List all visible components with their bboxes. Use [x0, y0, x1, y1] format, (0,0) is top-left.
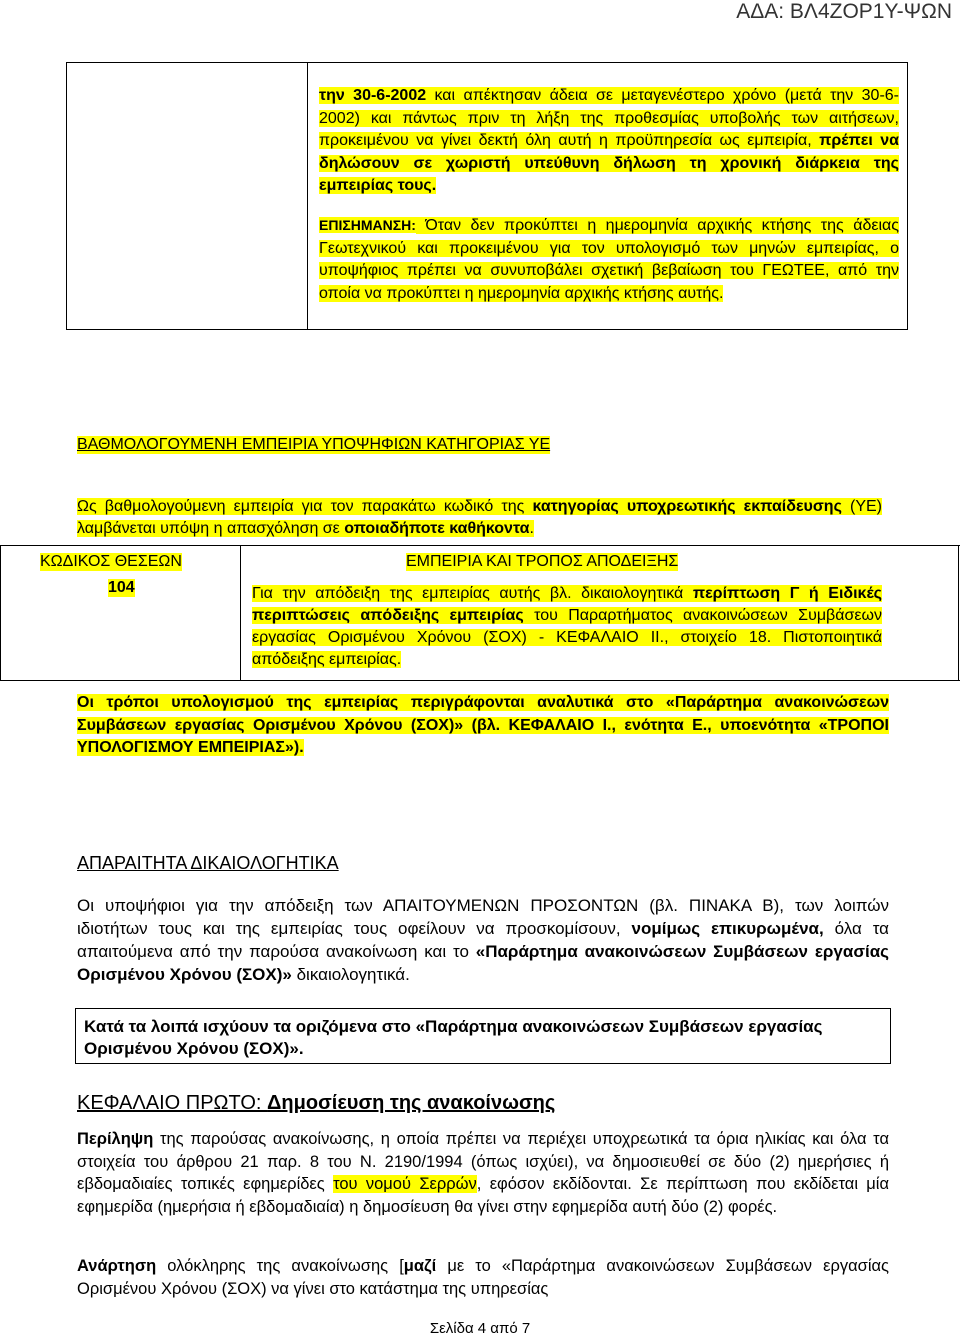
position-code: 104 [108, 579, 135, 596]
ye-para-part: (ΥΕ) λαμβάνεται υπόψη η απασχόληση σε [77, 498, 882, 537]
desc-case: περίπτωση Γ ή Ειδικές περιπτώσεις απόδειξης εμπειρίας [252, 585, 882, 624]
table-border-right [958, 545, 959, 681]
box-divider [307, 63, 308, 329]
summary-prefecture: του νομού Σερρών [333, 1175, 477, 1193]
notice-text [319, 214, 899, 305]
experience-proof-text [252, 583, 882, 671]
req-certified: νομίμως επικυρωμένα, [631, 919, 824, 938]
ye-section-heading: ΒΑΘΜΟΛΟΓΟΥΜΕΝΗ ΕΜΠΕΙΡΙΑ ΥΠΟΨΗΦΙΩΝ ΚΑΤΗΓΟΡΙΑΣ ΥΕ [77, 436, 551, 453]
ye-para-part: Ως βαθμολογούμενη εμπειρία για τον παρακάτω κωδικό της [77, 498, 533, 515]
ye-paragraph [77, 496, 882, 540]
required-documents-heading: ΑΠΑΡΑΙΤΗΤΑ ΔΙΚΑΙΟΛΟΓΗΤΙΚΑ [77, 853, 339, 873]
posting-label: Ανάρτηση [77, 1257, 157, 1275]
posting-part: με το «Παράρτημα ανακοινώσεων Συμβάσεων εργασίας Ορισμένου Χρόνου (ΣΟΧ) να γίνει στο κατάστημα της υπηρεσίας [77, 1257, 889, 1298]
notice-label: ΕΠΙΣΗΜΑΝΣΗ: [319, 217, 416, 233]
posting-paragraph [77, 1255, 889, 1300]
req-part: όλα τα απαιτούμενα από την παρούσα ανακοίνωση και το [77, 919, 890, 961]
table-border-bottom [0, 680, 960, 681]
annex-reference-box: Κατά τα λοιπά ισχύουν τα οριζόμενα στο «Παράρτημα ανακοινώσεων Συμβάσεων εργασίας Ορισμένου Χρόνου (ΣΟΧ)». [75, 1008, 891, 1064]
desc-part: του Παραρτήματος ανακοινώσεων Συμβάσεων εργασίας Ορισμένου Χρόνου (ΣΟΧ) - ΚΕΦΑΛΑΙΟ ΙΙ., στοιχείο 18. Πιστοποιητικά απόδειξης εμπειρίας. [252, 607, 882, 668]
col-header-code: ΚΩΔΙΚΟΣ ΘΕΣΕΩΝ [40, 553, 182, 570]
ye-para-category: κατηγορίας υποχρεωτικής εκπαίδευσης [532, 498, 842, 515]
experience-table [0, 545, 960, 681]
summary-label: Περίληψη [77, 1130, 154, 1148]
req-part: δικαιολογητικά. [291, 965, 410, 984]
required-documents-paragraph [77, 894, 889, 986]
req-part: Οι υποψήφιοι για την απόδειξη των ΑΠΑΙΤΟΥΜΕΝΩΝ ΠΡΟΣΟΝΤΩΝ (βλ. ΠΙΝΑΚΑ Β), των λοιπών ιδιοτήτων τους και της εμπειρίας τους οφείλουν να προσκομίσουν, [77, 896, 889, 938]
col-header-experience: ΕΜΠΕΙΡΙΑ ΚΑΙ ΤΡΟΠΟΣ ΑΠΟΔΕΙΞΗΣ [406, 553, 679, 570]
table-col-divider [240, 545, 241, 681]
table-border-top [0, 545, 960, 546]
license-text: και απέκτησαν άδεια σε μεταγενέστερο χρόνο (μετά την 30-6-2002) και πάντως πριν τη λήξη της προθεσμίας υποβολής των αιτήσεων, προκειμένου να γίνει δεκτή όλη αυτή η προϋπηρεσία ως εμπειρία, [319, 87, 900, 149]
ye-para-part: . [529, 520, 534, 537]
req-annex: «Παράρτημα ανακοινώσεων Συμβάσεων εργασίας Ορισμένου Χρόνου (ΣΟΧ)» [77, 942, 889, 984]
experience-note-box [66, 62, 908, 330]
posting-part: ολόκληρης της ανακοίνωσης [ [156, 1257, 404, 1275]
declaration-requirement: πρέπει να δηλώσουν σε χωριστή υπεύθυνη δήλωση τη χρονική διάρκεια της εμπειρίας τους. [319, 132, 899, 194]
methods-text: Οι τρόποι υπολογισμού της εμπειρίας περιγράφονται αναλυτικά στο «Παράρτημα ανακοινώσεων Συμβάσεων εργασίας Ορισμένου Χρόνου (ΣΟΧ)» (βλ. ΚΕΦΑΛΑΙΟ Ι., ενότητα Ε., υποενότητα «ΤΡΟΠΟΙ ΥΠΟΛΟΓΙΣΜΟΥ ΕΜΠΕΙΡΙΑΣ»). [77, 694, 889, 756]
chapter-label: ΚΕΦΑΛΑΙΟ ΠΡΩΤΟ: [77, 1092, 268, 1114]
chapter-one-heading [77, 1092, 555, 1115]
summary-paragraph [77, 1128, 889, 1218]
notice-body: Όταν δεν προκύπτει η ημερομηνία αρχικής κτήσης της άδειας Γεωτεχνικού και προκειμένου για τον υπολογισμό των μηνών εμπειρίας, ο υποψήφιος πρέπει να συνυποβάλει σχετική βεβαίωση του ΓΕΩΤΕΕ, από την οποία να προκύπτει η ημερομηνία αρχικής κτήσης αυτής. [319, 217, 899, 302]
desc-part: Για την απόδειξη της εμπειρίας αυτής βλ. δικαιολογητικά [252, 585, 693, 602]
ye-para-duties: οποιαδήποτε καθήκοντα [344, 520, 530, 537]
ada-code: ΑΔΑ: ΒΛ4ΖΟΡ1Υ-ΨΩΝ [736, 0, 952, 23]
date-text: την 30-6-2002 [319, 87, 427, 104]
chapter-title: Δημοσίευση της ανακοίνωσης [267, 1092, 556, 1114]
experience-declaration-text [319, 85, 899, 198]
calculation-methods-paragraph [77, 692, 889, 760]
summary-part: , εφόσον εκδίδονται. Σε περίπτωση που εκδίδεται μία εφημερίδα (ημερήσια ή εβδομαδιαία) η δημοσίευση θα γίνει στην εφημερίδα αυτή δύο (2) φορές. [77, 1175, 890, 1216]
table-border-left [0, 545, 1, 681]
page-number: Σελίδα 4 από 7 [429, 1320, 531, 1337]
posting-together: μαζί [403, 1257, 437, 1275]
summary-part: της παρούσας ανακοίνωσης, η οποία πρέπει να περιέχει υποχρεωτικά τα όρια ηλικίας και όλα τα στοιχεία του άρθρου 21 παρ. 8 του Ν. 2190/1994 (όπως ισχύει), να δημοσιευθεί σε δύο (2) ημερήσιες ή εβδομαδιαίες τοπικές εφημερίδες [77, 1130, 889, 1193]
